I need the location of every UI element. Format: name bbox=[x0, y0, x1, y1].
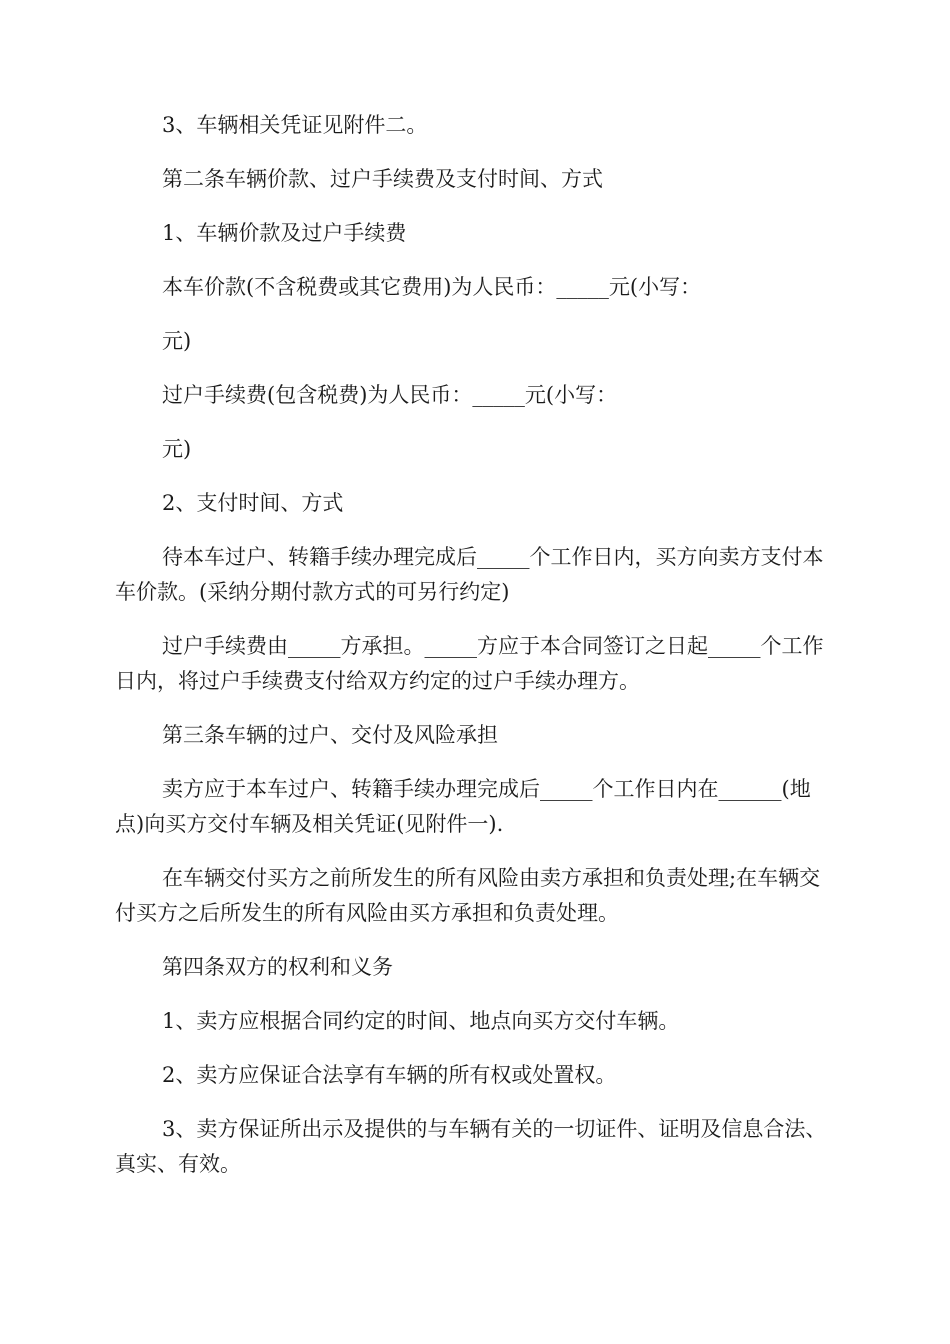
paragraph: 元) bbox=[162, 437, 192, 461]
paragraph: 3、卖方保证所出示及提供的与车辆有关的一切证件、证明及信息合法、真实、有效。 bbox=[115, 1117, 827, 1176]
paragraph: 本车价款(不含税费或其它费用)为人民币：_____元(小写： bbox=[162, 275, 702, 299]
paragraph: 过户手续费(包含税费)为人民币：_____元(小写： bbox=[162, 383, 618, 407]
paragraph: 1、卖方应根据合同约定的时间、地点向买方交付车辆。 bbox=[162, 1009, 680, 1033]
paragraph: 2、卖方应保证合法享有车辆的所有权或处置权。 bbox=[162, 1063, 617, 1087]
paragraph: 待本车过户、转籍手续办理完成后_____个工作日内，买方向卖方支付本车价款。(采纳分期付款方式的可另行约定) bbox=[115, 545, 824, 604]
paragraph: 过户手续费由_____方承担。_____方应于本合同签订之日起_____个工作日内，将过户手续费支付给双方约定的过户手续办理方。 bbox=[115, 634, 824, 693]
paragraph: 在车辆交付买方之前所发生的所有风险由卖方承担和负责处理;在车辆交付买方之后所发生的所有风险由买方承担和负责处理。 bbox=[115, 866, 821, 925]
section-heading: 第四条双方的权利和义务 bbox=[162, 955, 393, 979]
section-heading: 第二条车辆价款、过户手续费及支付时间、方式 bbox=[162, 167, 603, 191]
paragraph: 3、车辆相关凭证见附件二。 bbox=[162, 113, 428, 137]
paragraph: 1、车辆价款及过户手续费 bbox=[162, 221, 407, 245]
paragraph: 2、支付时间、方式 bbox=[162, 491, 344, 515]
paragraph: 卖方应于本车过户、转籍手续办理完成后_____个工作日内在______(地点)向买方交付车辆及相关凭证(见附件一). bbox=[115, 777, 811, 836]
document-body bbox=[115, 108, 827, 1201]
paragraph: 元) bbox=[162, 329, 192, 353]
section-heading: 第三条车辆的过户、交付及风险承担 bbox=[162, 723, 498, 747]
